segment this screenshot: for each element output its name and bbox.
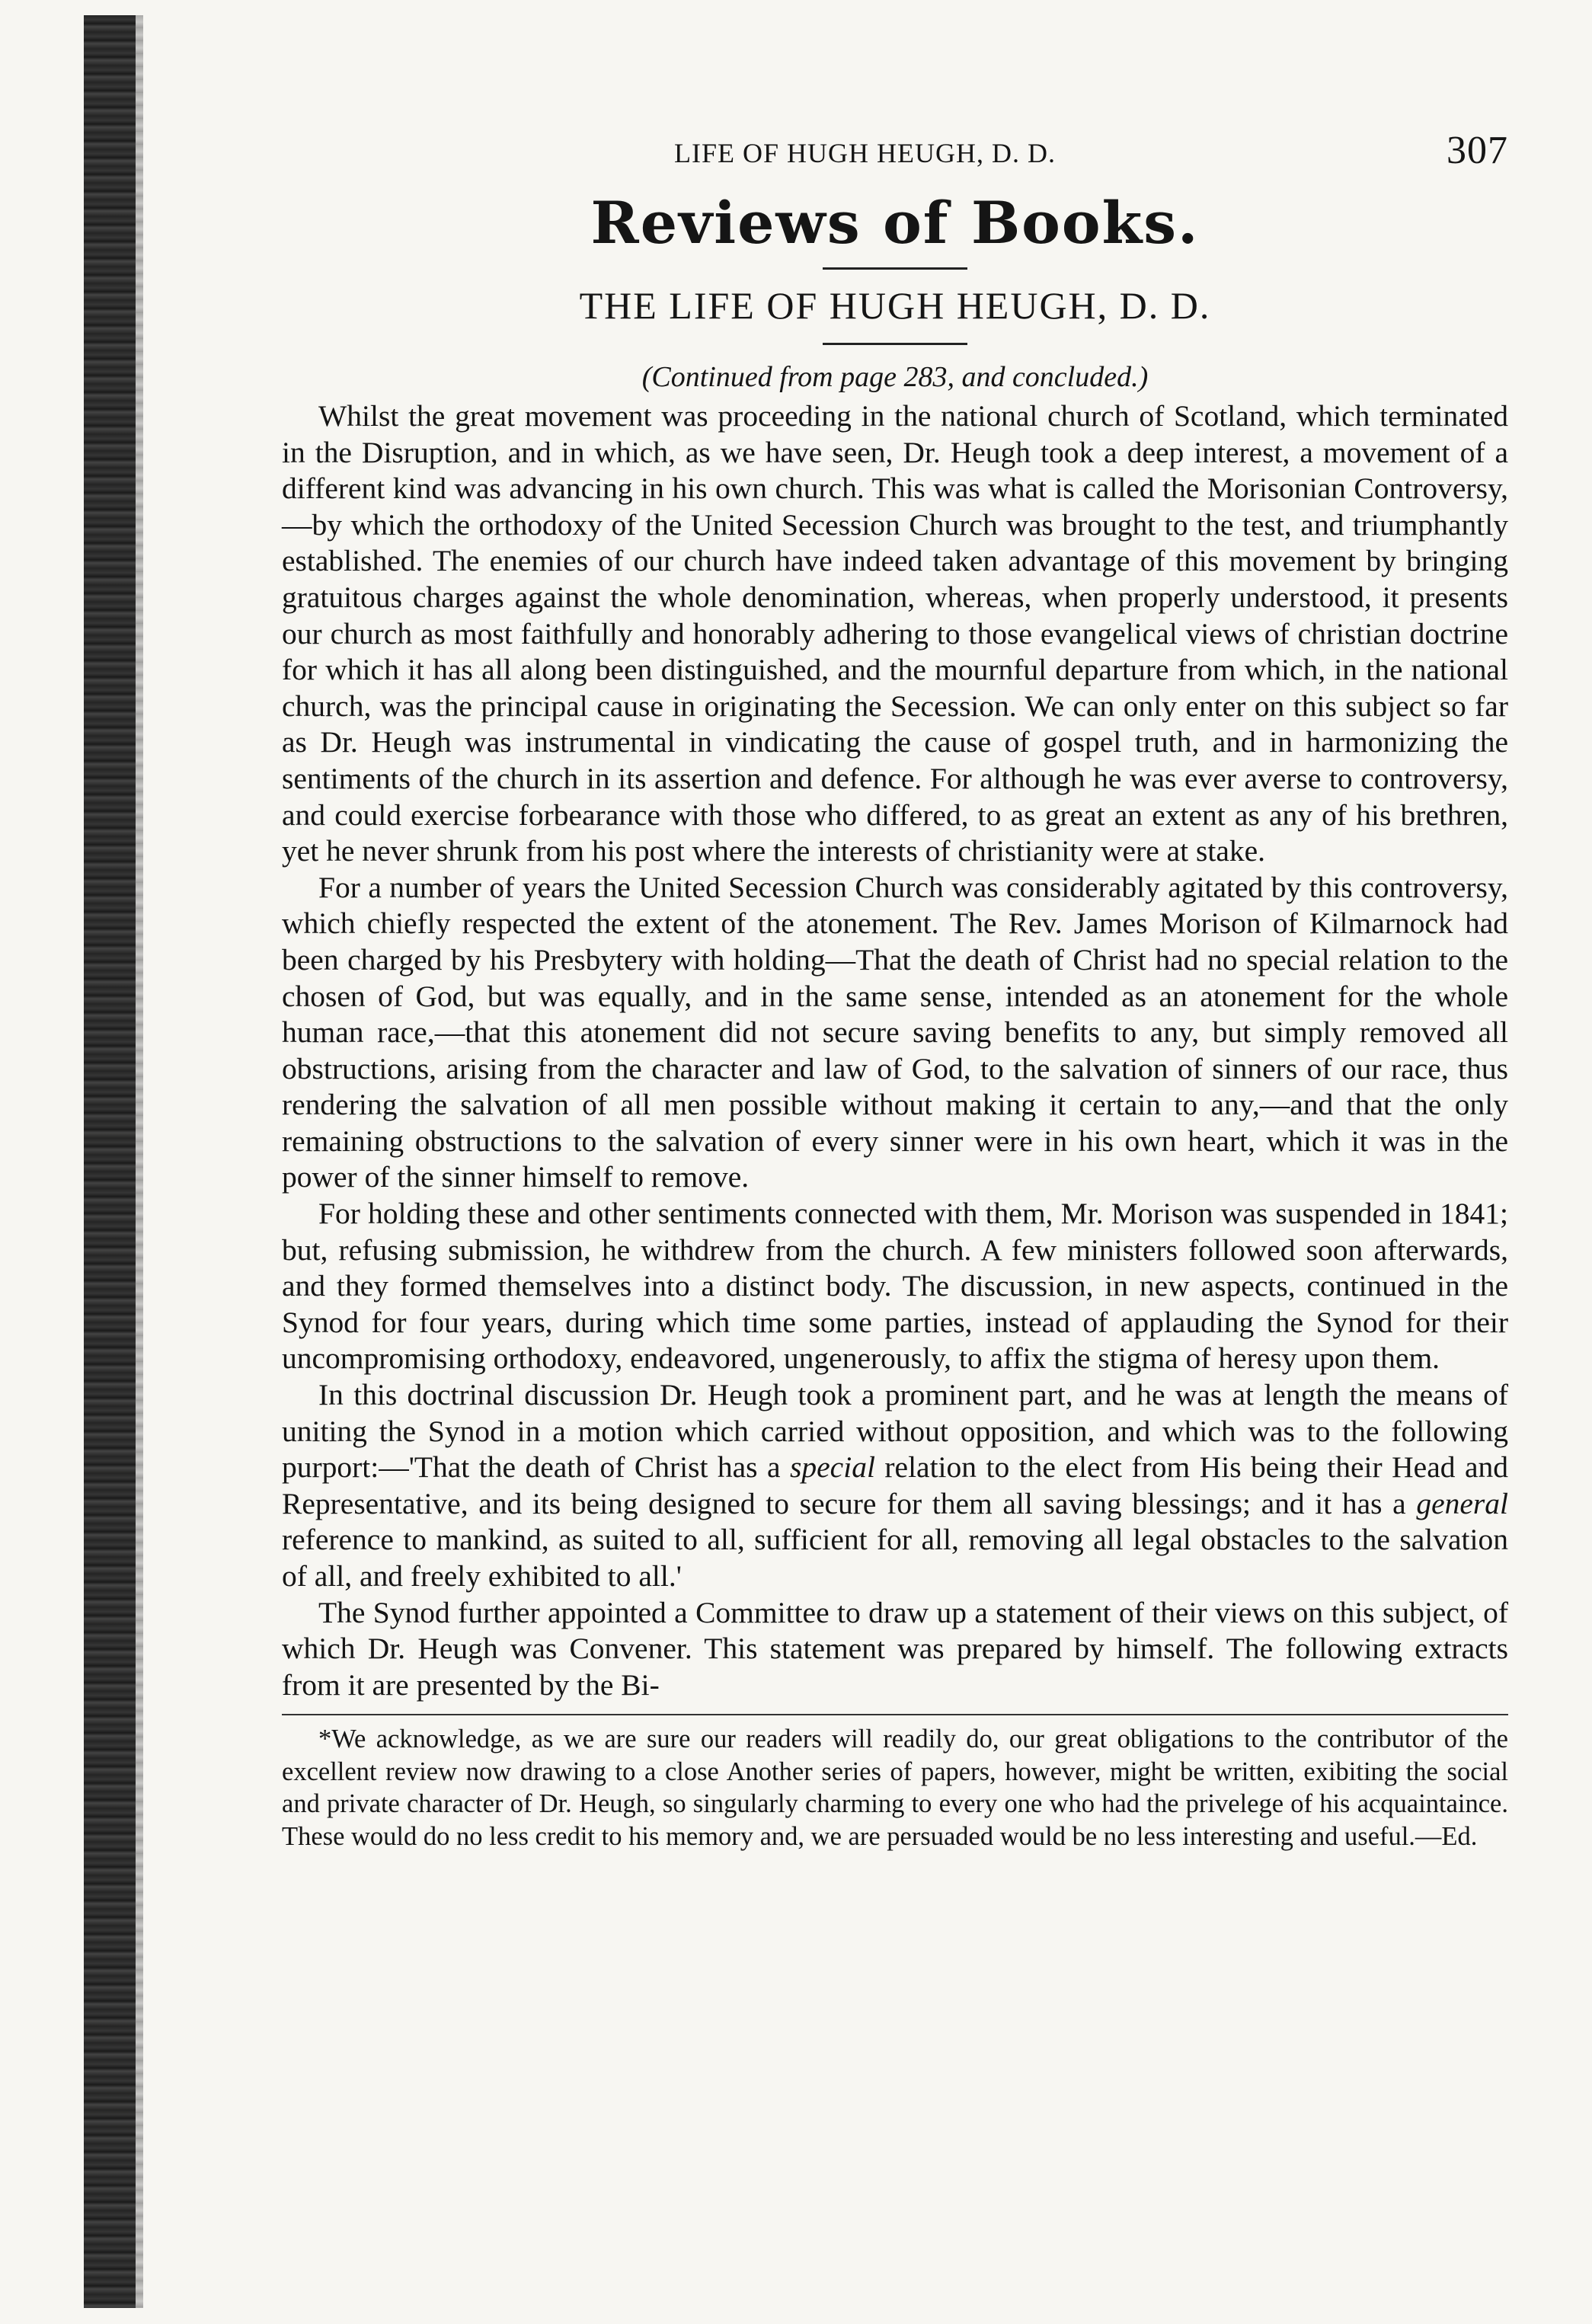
running-head bbox=[282, 114, 1508, 175]
article-title: THE LIFE OF HUGH HEUGH, D. D. bbox=[579, 284, 1211, 327]
footnote-text: *We acknowledge, as we are sure our readers will readily do, our great obligations to the contributor of the excellent review now drawing to a close Another series of papers, however, might be written, exibiting the social and private character of Dr. Heugh, so singularly charming to every one who had the privelege of his acquaintaince. These would do no less credit to his memory and, we are persuaded would be no less interesting and useful.—Ed. bbox=[282, 1725, 1508, 1851]
divider bbox=[823, 267, 967, 270]
paragraph-text: In this doctrinal discussion Dr. Heugh took a prominent part, and he was at length the means of uniting the Synod in a motion which carried without opposition, and which was to the following purport:—'That the death of Christ has a bbox=[282, 1378, 1508, 1485]
paragraph: For holding these and other sentiments connected with them, Mr. Morison was suspended in 1841; but, refusing submission, he withdrew from the church. A few ministers followed soon afterwards, and they formed themselves into a distinct body. The discussion, in new aspects, continued in the Synod for four years, during which time some parties, instead of applauding the Synod for their uncompromising orthodoxy, endeavored, ungenerously, to affix the stigma of heresy upon them. bbox=[282, 1197, 1508, 1376]
paragraph: The Synod further appointed a Committee to draw up a statement of their views on this subject, of which Dr. Heugh was Convener. This statement was prepared by himself. The following extracts from it are presented by the Bi- bbox=[282, 1595, 1508, 1702]
continued-note: (Continued from page 283, and concluded.) bbox=[641, 361, 1149, 393]
emphasis-special: special bbox=[790, 1450, 875, 1485]
paragraph-text: relation to the elect from His being their Head and Representative, and its being designed to secure for them all saving blessings; and it has a bbox=[282, 1450, 1508, 1520]
paragraph bbox=[282, 1377, 1508, 1595]
footnote-divider bbox=[282, 1714, 1508, 1715]
divider bbox=[823, 343, 967, 345]
running-head-title: LIFE OF HUGH HEUGH, D. D. bbox=[674, 138, 1056, 168]
article-body bbox=[282, 398, 1508, 1703]
page bbox=[282, 114, 1508, 1852]
section-title: Reviews of Books. bbox=[590, 189, 1200, 257]
footnote bbox=[282, 1723, 1508, 1852]
page-number: 307 bbox=[1447, 129, 1508, 172]
page-gutter bbox=[136, 15, 143, 2308]
book-binding-edge bbox=[84, 15, 136, 2308]
paragraph: For a number of years the United Secession Church was considerably agitated by this controversy, which chiefly respected the extent of the atonement. The Rev. James Morison of Kilmarnock had been charged by his Presbytery with holding—That the death of Christ had no special relation to the chosen of God, but was equally, and in the same sense, intended as an atonement for the whole human race,—that this atonement did not secure saving benefits to any, but simply removed all obstructions, arising from the character and law of God, to the salvation of sinners of our race, thus rendering the salvation of all men possible without making it certain to any,—and that the only remaining obstructions to the salvation of every sinner were in his own heart, which it was in the power of the sinner himself to remove. bbox=[282, 870, 1508, 1194]
paragraph-text: reference to mankind, as suited to all, sufficient for all, removing all legal obstacles to the salvation of all, and freely exhibited to all.' bbox=[282, 1523, 1508, 1593]
emphasis-general: general bbox=[1416, 1486, 1508, 1520]
paragraph: Whilst the great movement was proceeding in the national church of Scotland, which terminated in the Disruption, and in which, as we have seen, Dr. Heugh took a deep interest, a movement of a different kind was advancing in his own church. This was what is called the Morisonian Controversy,—by which the orthodoxy of the United Secession Church was brought to the test, and triumphantly established. The enemies of our church have indeed taken advantage of this movement by bringing gratuitous charges against the whole denomination, whereas, when properly understood, it presents our church as most faithfully and honorably adhering to those evangelical views of christian doctrine for which it has all along been distinguished, and the mournful departure from which, in the national church, was the principal cause in originating the Secession. We can only enter on this subject so far as Dr. Heugh was instrumental in vindicating the cause of gospel truth, and in harmonizing the sentiments of the church in its assertion and defence. For although he was ever averse to controversy, and could exercise forbearance with those who differed, to as great an extent as any of his brethren, yet he never shrunk from his post where the interests of christianity were at stake. bbox=[282, 399, 1508, 868]
